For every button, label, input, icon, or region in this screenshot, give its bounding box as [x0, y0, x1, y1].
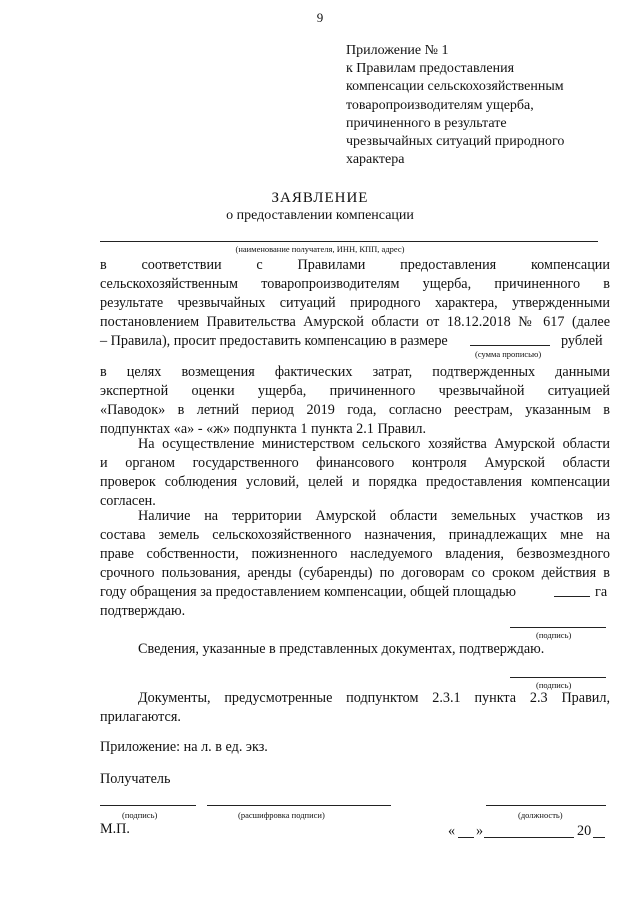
- signature-caption: (подпись): [536, 630, 572, 640]
- para3-last: согласен.: [100, 493, 156, 509]
- docs-line: Документы, предусмотренные подпунктом 2.3.1 пункта 2.3 Правил,: [138, 690, 610, 706]
- page-number: 9: [316, 10, 324, 25]
- para3-line: и органом государственного финансового контроля Амурской области: [100, 455, 610, 471]
- annex-line: характера: [346, 152, 405, 168]
- date-open-quote: «: [448, 823, 456, 839]
- date-year-field[interactable]: [593, 837, 605, 838]
- para1-line: результате чрезвычайных ситуаций природного характера, утвержденными: [100, 295, 610, 311]
- para1-last-prefix: – Правила), просит предоставить компенсацию в размере: [100, 333, 448, 349]
- annex-line: к Правилам предоставления: [346, 61, 515, 77]
- para1-line: постановлением Правительства Амурской области от 18.12.2018 № 617 (далее: [100, 314, 610, 330]
- para3-line: На осуществление министерством сельского хозяйства Амурской области: [138, 436, 610, 452]
- signature-field[interactable]: [510, 627, 606, 628]
- position-field[interactable]: [486, 805, 606, 806]
- annex-line: Приложение № 1: [346, 43, 449, 58]
- para2-line: «Паводок» в летний период 2019 года, согласно реестрам, указанным в: [100, 402, 610, 418]
- signature-caption: (подпись): [536, 680, 572, 690]
- position-caption: (должность): [518, 810, 563, 820]
- recipient-label: Получатель: [100, 771, 171, 787]
- signature-decode-field[interactable]: [207, 805, 391, 806]
- para4-line5-suffix: га: [595, 584, 608, 600]
- para1-last-suffix: рублей: [561, 333, 603, 349]
- annex-line: товаропроизводителям ущерба,: [346, 97, 534, 113]
- annex-line: компенсации сельскохозяйственным: [346, 79, 564, 95]
- para4-line: состава земель сельскохозяйственного назначения, принадлежащих мне на: [100, 527, 610, 543]
- sign-caption: (подпись): [122, 810, 158, 820]
- signature-field[interactable]: [510, 677, 606, 678]
- annex-header: [346, 42, 626, 169]
- annex-line: причиненного в результате: [346, 115, 507, 131]
- annex-line: чрезвычайных ситуаций природного: [346, 134, 565, 150]
- para4-last: подтверждаю.: [100, 603, 186, 619]
- para2-last: подпунктах «а» - «ж» подпункта 1 пункта 2.1 Правил.: [100, 421, 427, 437]
- date-month-field[interactable]: [484, 837, 574, 838]
- stamp-label: М.П.: [100, 821, 130, 837]
- amount-caption: (сумма прописью): [475, 349, 542, 359]
- para4-line: праве собственности, пожизненного наследуемого владения, безвозмездного: [100, 546, 610, 562]
- date-day-field[interactable]: [458, 837, 474, 838]
- para1-line: в соответствии с Правилами предоставления компенсации: [100, 257, 610, 273]
- info-confirm-text: Сведения, указанные в представленных документах, подтверждаю.: [138, 641, 545, 657]
- recipient-caption: (наименование получателя, ИНН, КПП, адрес): [235, 244, 405, 254]
- attachment-text: Приложение: на л. в ед. экз.: [100, 739, 268, 755]
- para1-line: сельскохозяйственным товаропроизводителям ущерба, причиненного в: [100, 276, 610, 292]
- docs-line: прилагаются.: [100, 709, 181, 725]
- document-subtitle: о предоставлении компенсации: [226, 208, 414, 223]
- para4-line: Наличие на территории Амурской области земельных участков из: [138, 508, 610, 524]
- date-close-quote: »: [476, 823, 484, 839]
- date-year-prefix: 20: [577, 823, 592, 839]
- area-field[interactable]: [554, 596, 590, 597]
- signature-field[interactable]: [100, 805, 196, 806]
- decode-caption: (расшифровка подписи): [238, 810, 325, 820]
- amount-field[interactable]: [470, 345, 550, 346]
- para2-line: в целях возмещения фактических затрат, подтвержденных данными: [100, 364, 610, 380]
- para4-line5-prefix: году обращения за предоставлением компенсации, общей площадью: [100, 584, 517, 600]
- para4-line: срочного пользования, аренды (субаренды) по договорам со сроком действия в: [100, 565, 610, 581]
- para3-line: проверок соблюдения условий, целей и порядка предоставления компенсации: [100, 474, 610, 490]
- para2-line: экспертной оценки ущерба, причиненного чрезвычайной ситуацией: [100, 383, 610, 399]
- recipient-field[interactable]: [100, 241, 598, 242]
- document-title: ЗАЯВЛЕНИЕ: [271, 190, 369, 206]
